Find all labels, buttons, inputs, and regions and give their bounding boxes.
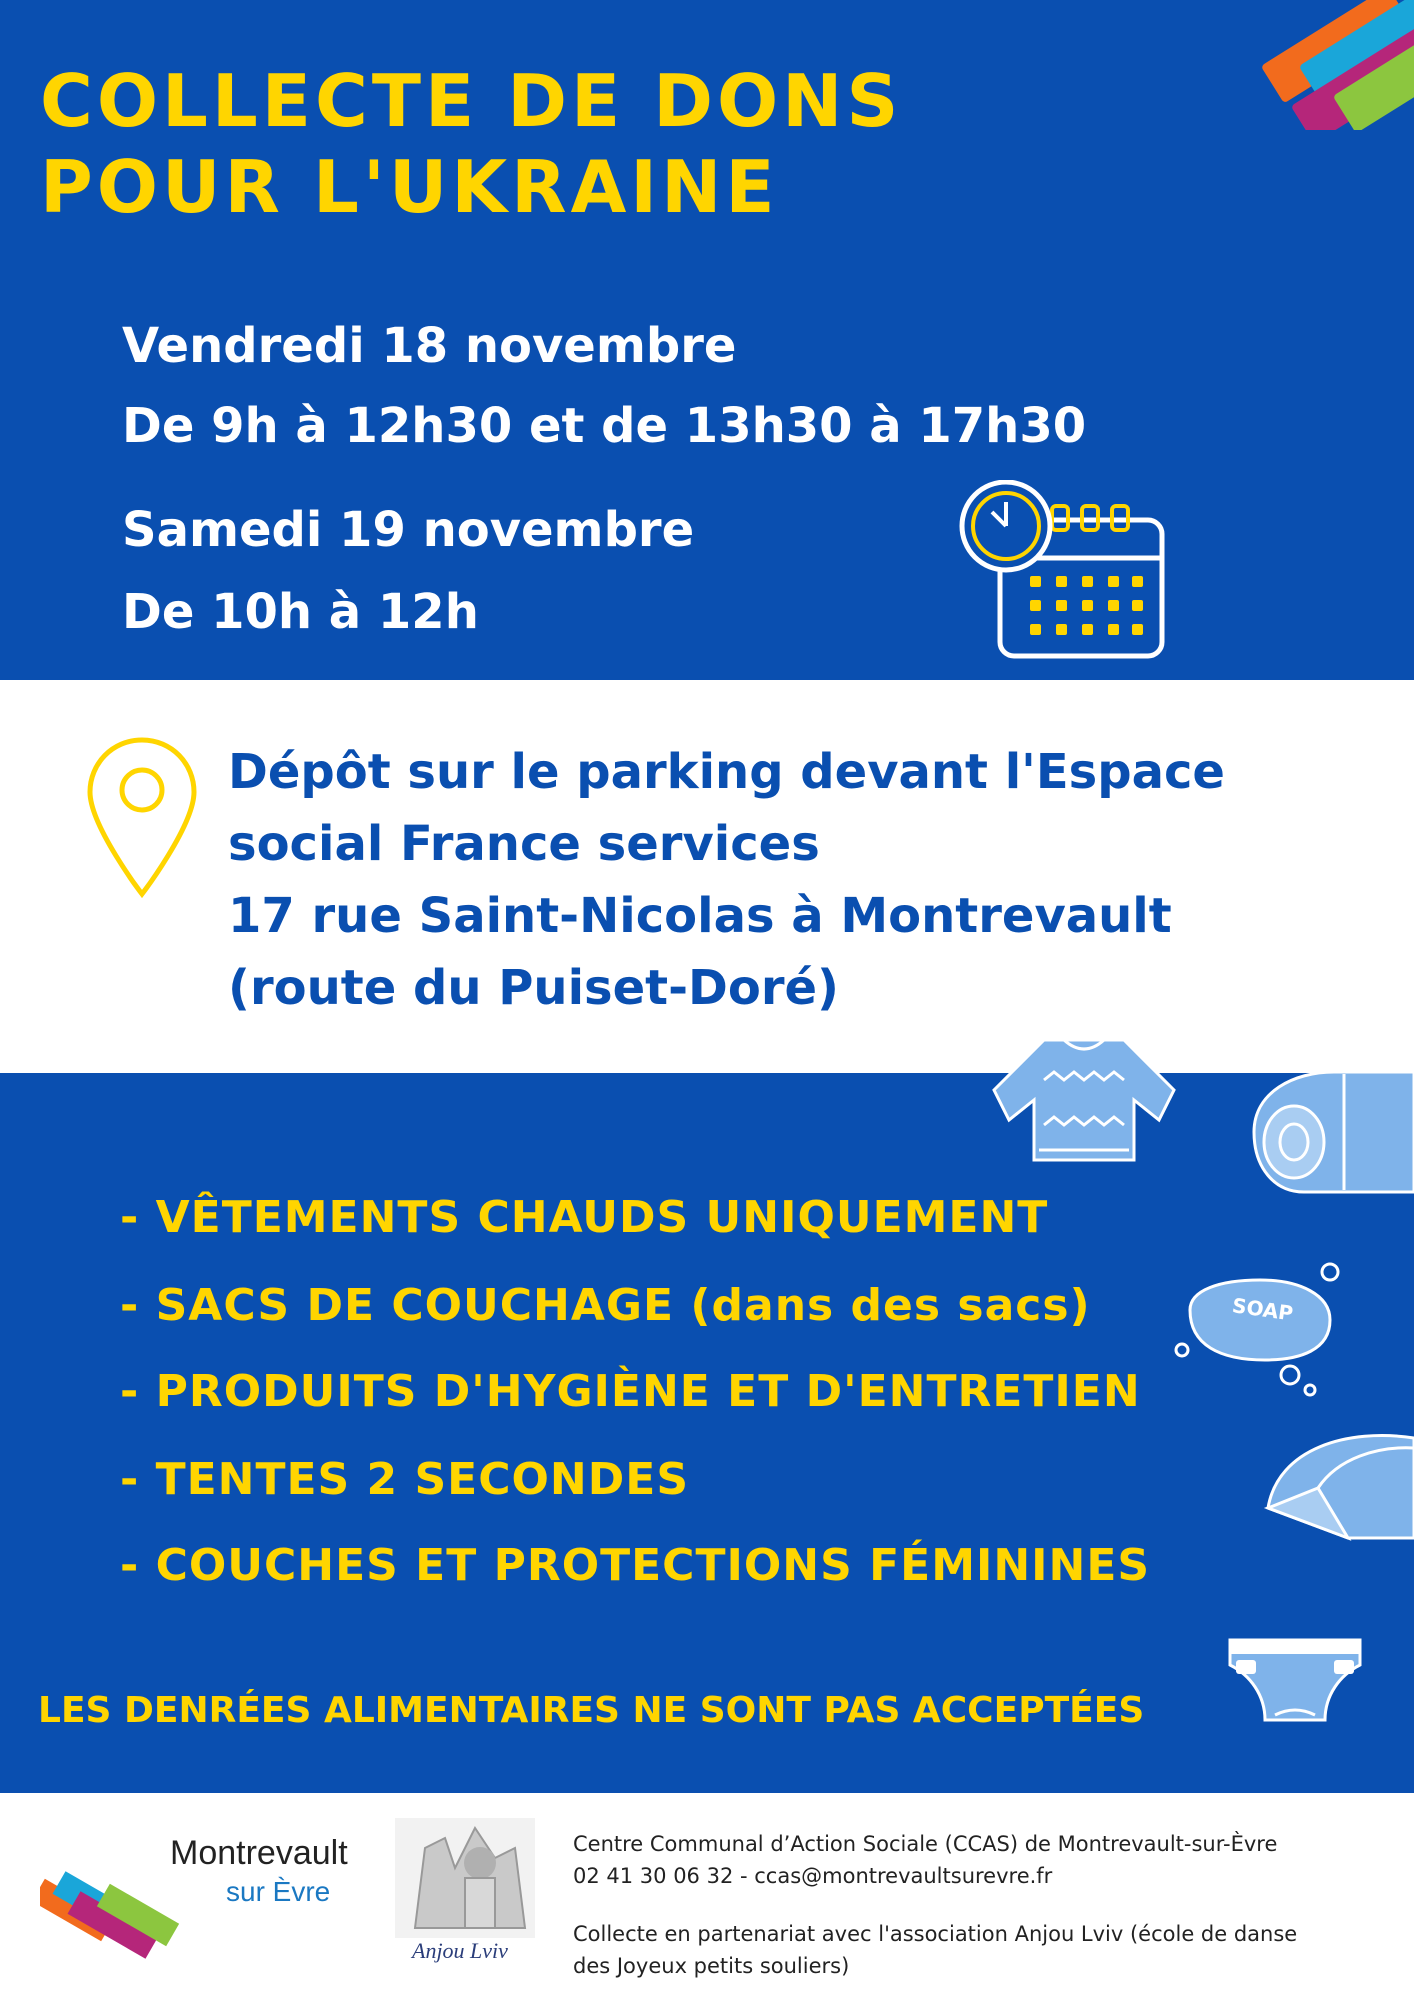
schedule-hours-1: De 9h à 12h30 et de 13h30 à 17h30 (122, 398, 1087, 454)
page-title (40, 58, 1190, 230)
item-sleeping-bags: - SACS DE COUCHAGE (dans des sacs) (120, 1280, 1091, 1331)
location-pin-icon (84, 734, 200, 902)
schedule-day-2: Samedi 19 novembre (122, 502, 695, 558)
address-line-1: Dépôt sur le parking devant l'Espace (228, 744, 1225, 800)
montrevault-logo-mark (40, 1840, 180, 1970)
footer-partnership: Collecte en partenariat avec l'association Anjou Lviv (école de danse (573, 1922, 1298, 1946)
item-tents: - TENTES 2 SECONDES (120, 1454, 690, 1505)
footer-partnership-cont: des Joyeux petits souliers) (573, 1954, 850, 1978)
logo-subtitle: sur Èvre (226, 1876, 331, 1907)
footer-contact: 02 41 30 06 32 - ccas@montrevaultsurevre.fr (573, 1864, 1053, 1888)
corner-stripes (1194, 0, 1414, 130)
soap-label: SOAP (1230, 1293, 1295, 1326)
schedule-day-1: Vendredi 18 novembre (122, 318, 737, 374)
footer-ccas-name: Centre Communal d’Action Sociale (CCAS) de Montrevault-sur-Èvre (573, 1832, 1278, 1856)
item-warm-clothes: - VÊTEMENTS CHAUDS UNIQUEMENT (120, 1192, 1049, 1243)
address-line-3: 17 rue Saint-Nicolas à Montrevault (228, 888, 1172, 944)
item-hygiene-products: - PRODUITS D'HYGIÈNE ET D'ENTRETIEN (120, 1366, 1141, 1417)
address-line-2: social France services (228, 816, 820, 872)
anjou-lviv-logo-text: Anjou Lviv (412, 1938, 508, 1963)
title-line-1: COLLECTE DE DONS (40, 59, 903, 143)
title-line-2: POUR L'UKRAINE (40, 145, 779, 229)
food-not-accepted-notice: LES DENRÉES ALIMENTAIRES NE SONT PAS ACCEPTÉES (38, 1690, 1145, 1731)
calendar-clock-icon (952, 480, 1172, 665)
diaper-icon (1220, 1620, 1370, 1740)
item-diapers: - COUCHES ET PROTECTIONS FÉMININES (120, 1540, 1151, 1591)
sweater-icon (984, 1030, 1184, 1170)
schedule-hours-2: De 10h à 12h (122, 584, 479, 640)
address-line-4: (route du Puiset-Doré) (228, 960, 839, 1016)
tent-icon (1258, 1418, 1414, 1548)
items-band (0, 1073, 1414, 1793)
sleeping-bag-icon (1234, 1052, 1414, 1202)
montrevault-logo (40, 1820, 370, 1980)
soap-icon (1170, 1250, 1350, 1400)
logo-name: Montrevault (170, 1834, 348, 1872)
